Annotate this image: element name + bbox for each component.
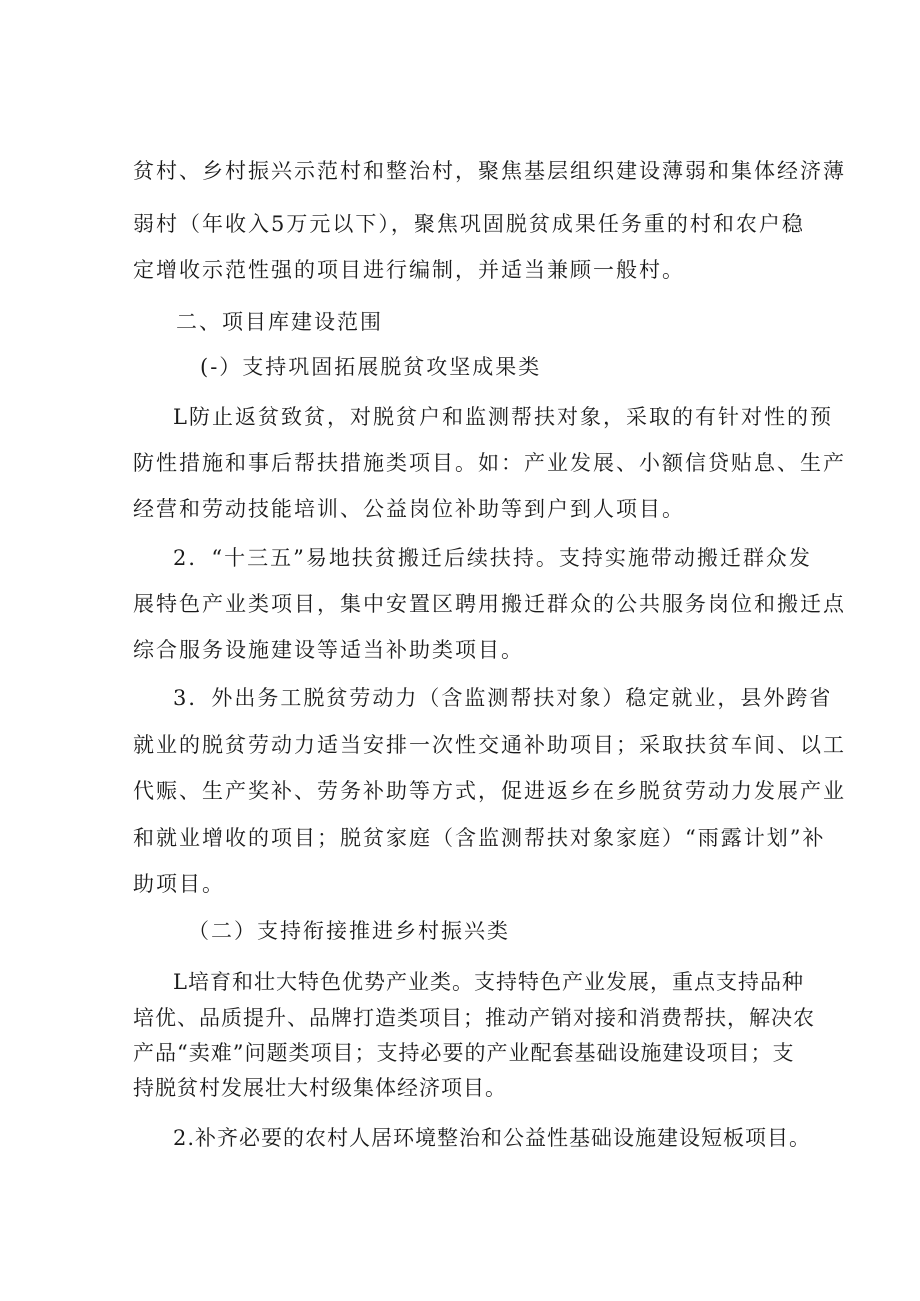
paragraph-line: 防性措施和事后帮扶措施类项目。如：产业发展、小额信贷贴息、生产: [133, 451, 846, 475]
paragraph-line: 展特色产业类项目，集中安置区聘用搬迁群众的公共服务岗位和搬迁点: [133, 592, 846, 616]
subsection-heading: （二）支持衔接推进乡村振兴类: [188, 919, 510, 943]
paragraph-line: L培育和壮大特色优势产业类。支持特色产业发展，重点支持品种: [173, 970, 804, 994]
paragraph-line: 持脱贫村发展壮大村级集体经济项目。: [133, 1076, 507, 1100]
paragraph-line: 代赈、生产奖补、劳务补助等方式，促进返乡在乡脱贫劳动力发展产业: [133, 779, 846, 803]
paragraph-line: 3．外出务工脱贫劳动力（含监测帮扶对象）稳定就业，县外跨省: [173, 686, 833, 710]
subsection-heading: (-）支持巩固拓展脱贫攻坚成果类: [200, 355, 542, 379]
section-heading: 二、项目库建设范围: [176, 310, 383, 334]
paragraph-line: 和就业增收的项目；脱贫家庭（含监测帮扶对象家庭）“雨露计划”补: [133, 826, 826, 850]
paragraph-line: 贫村、乡村振兴示范村和整治村，聚焦基层组织建设薄弱和集体经济薄: [133, 159, 846, 183]
paragraph-line: 定增收示范性强的项目进行编制，并适当兼顾一般村。: [133, 258, 685, 282]
paragraph-line: 培优、品质提升、品牌打造类项目；推动产销对接和消费帮扶，解决农: [133, 1006, 815, 1030]
paragraph-line: 就业的脱贫劳动力适当安排一次性交通补助项目；采取扶贫车间、以工: [133, 733, 846, 757]
paragraph-line: L防止返贫致贫，对脱贫户和监测帮扶对象，采取的有针对性的预: [173, 405, 833, 429]
paragraph-line: 2.补齐必要的农村人居环境整治和公益性基础设施建设短板项目。: [173, 1126, 812, 1150]
paragraph-line: 弱村（年收入5万元以下），聚焦巩固脱贫成果任务重的村和农户稳: [133, 212, 805, 236]
paragraph-line: 经营和劳动技能培训、公益岗位补助等到户到人项目。: [133, 497, 685, 521]
paragraph-line: 助项目。: [133, 872, 225, 896]
paragraph-line: 2．“十三五”易地扶贫搬迁后续扶持。支持实施带动搬迁群众发: [173, 546, 812, 570]
paragraph-line: 产品“卖难”问题类项目；支持必要的产业配套基础设施建设项目；支: [133, 1041, 795, 1065]
paragraph-line: 综合服务设施建设等适当补助类项目。: [133, 638, 524, 662]
